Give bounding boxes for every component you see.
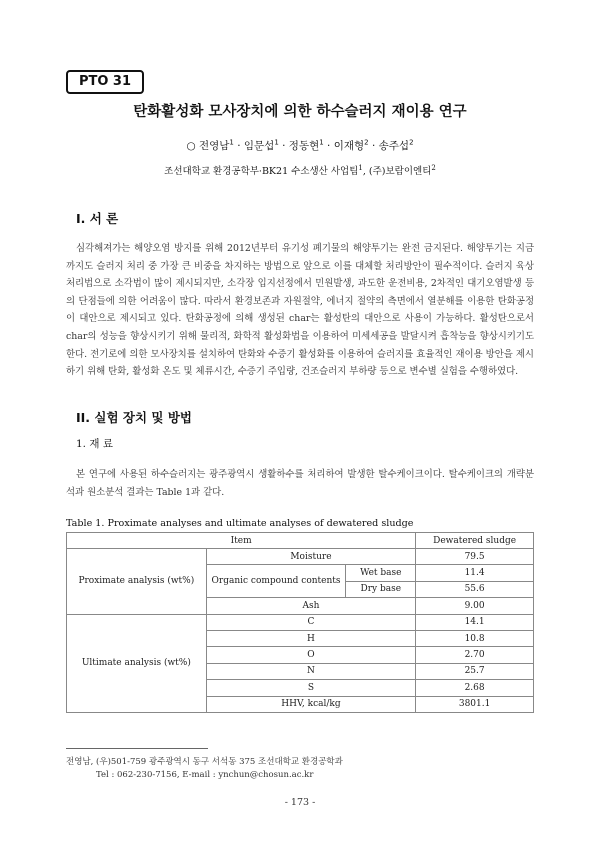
author-separator: · xyxy=(278,140,289,152)
author-separator: · xyxy=(233,140,244,152)
section-heading-introduction: I. 서 론 xyxy=(76,211,119,226)
introduction-paragraph: 심각해져가는 해양오염 방지를 위해 2012년부터 유기성 폐기물의 해양투기는 완전 금지된다. 해양투기는 지금까지도 슬러지 처리 중 가장 큰 비중을 차지하는 방법으로 앞으로 이를 대체할 처리방안이 필수적이다. 슬러지 육상처리법으로 소각법이 많이 제시되지만, 소각장 입지선정에서 민원발생, 과도한 운전비용, 2차적인 대기오염발생 등의 단점들에 의한 어려움이 많다. 따라서 환경보존과 자원절약, 에너지 절약의 측면에서 열분해를 이용한 탄화공정이 대안으로 제시되고 있다. 탄화공정에 의해 생성된 char는 활성탄의 대안으로 사용이 가능하다. 활성탄으로서 char의 성능을 향상시키기 위해 물리적, 화학적 활성화법을 이용하여 미세세공을 발달시켜 흡착능을 향상시키기도 한다. 전기로에 의한 모사장치를 설치하여 탄화와 수증기 활성화를 이용하여 슬러지를 효율적인 재이용 방안을 제시하기 위해 탄화, 활성화 온도 및 체류시간, 수증기 주입량, 건조슬러지 부하량 등으로 변수별 실험을 수행하였다. xyxy=(66,243,534,378)
row-label: O xyxy=(206,647,416,663)
author-affil-mark: 2 xyxy=(409,138,414,147)
row-label: H xyxy=(206,630,416,646)
row-value: 11.4 xyxy=(416,565,534,581)
ultimate-group-label: Ultimate analysis (wt%) xyxy=(67,614,207,712)
row-label: Ash xyxy=(206,598,416,614)
author-name: 송주섭 xyxy=(378,140,410,152)
author-affil-mark: 1 xyxy=(229,138,234,147)
page-number: - 173 - xyxy=(284,797,316,808)
row-value: 14.1 xyxy=(416,614,534,630)
author-separator: · xyxy=(323,140,334,152)
author-name: 정동현 xyxy=(288,140,320,152)
author-name: 전영남 xyxy=(198,140,230,152)
affiliation xyxy=(0,163,600,177)
proximate-group-label: Proximate analysis (wt%) xyxy=(67,549,207,615)
paper-title: 탄화활성화 모사장치에 의한 하수슬러지 재이용 연구 xyxy=(133,104,467,120)
footnote-address: 전영남, (우)501-759 광주광역시 동구 서석동 375 조선대학교 환경공학과 xyxy=(66,757,343,767)
footnote-divider xyxy=(66,748,208,749)
materials-paragraph: 본 연구에 사용된 하수슬러지는 광주광역시 생활하수를 처리하여 발생한 탈수케이크이다. 탈수케이크의 개략분석과 원소분석 결과는 Table 1과 같다. xyxy=(66,469,534,498)
row-value: 55.6 xyxy=(416,581,534,597)
author-affil-mark: 1 xyxy=(319,138,324,147)
affiliation-part: 조선대학교 환경공학부·BK21 수소생산 사업팀 xyxy=(164,166,359,177)
row-value: 3801.1 xyxy=(416,696,534,712)
row-sublabel: Wet base xyxy=(346,565,416,581)
author-affil-mark: 2 xyxy=(364,138,369,147)
row-label: N xyxy=(206,663,416,679)
subsection-heading-materials: 1. 재 료 xyxy=(76,438,113,450)
affiliation-mark: 2 xyxy=(431,163,436,172)
row-label: S xyxy=(206,680,416,696)
author-separator: · xyxy=(368,140,379,152)
row-value: 79.5 xyxy=(416,549,534,565)
row-value: 2.68 xyxy=(416,680,534,696)
row-value: 10.8 xyxy=(416,630,534,646)
row-label: HHV, kcal/kg xyxy=(206,696,416,712)
row-sublabel: Dry base xyxy=(346,581,416,597)
row-label: C xyxy=(206,614,416,630)
row-value: 2.70 xyxy=(416,647,534,663)
author-name: 이재형 xyxy=(333,140,365,152)
row-value: 9.00 xyxy=(416,598,534,614)
section-heading-methods: II. 실험 장치 및 방법 xyxy=(76,410,192,425)
table-header-row xyxy=(67,533,534,549)
author-list xyxy=(0,138,600,153)
table-caption: Table 1. Proximate analyses and ultimate analyses of dewatered sludge xyxy=(66,518,414,529)
affiliation-part: , (주)보람이엔티 xyxy=(362,166,432,177)
footnote-contact: Tel : 062-230-7156, E-mail : ynchun@chosun.ac.kr xyxy=(96,770,314,780)
row-label: Organic compound contents xyxy=(206,565,346,598)
author-prefix: ○ xyxy=(186,140,199,152)
table-row xyxy=(67,614,534,630)
table-header-item: Item xyxy=(67,533,416,549)
row-label: Moisture xyxy=(206,549,416,565)
analysis-table xyxy=(66,532,534,713)
author-affil-mark: 1 xyxy=(274,138,279,147)
row-value: 25.7 xyxy=(416,663,534,679)
table-row xyxy=(67,549,534,565)
table-header-value: Dewatered sludge xyxy=(416,533,534,549)
session-tag: PTO 31 xyxy=(66,70,144,94)
author-name: 임문섭 xyxy=(243,140,275,152)
affiliation-mark: 1 xyxy=(358,163,363,172)
